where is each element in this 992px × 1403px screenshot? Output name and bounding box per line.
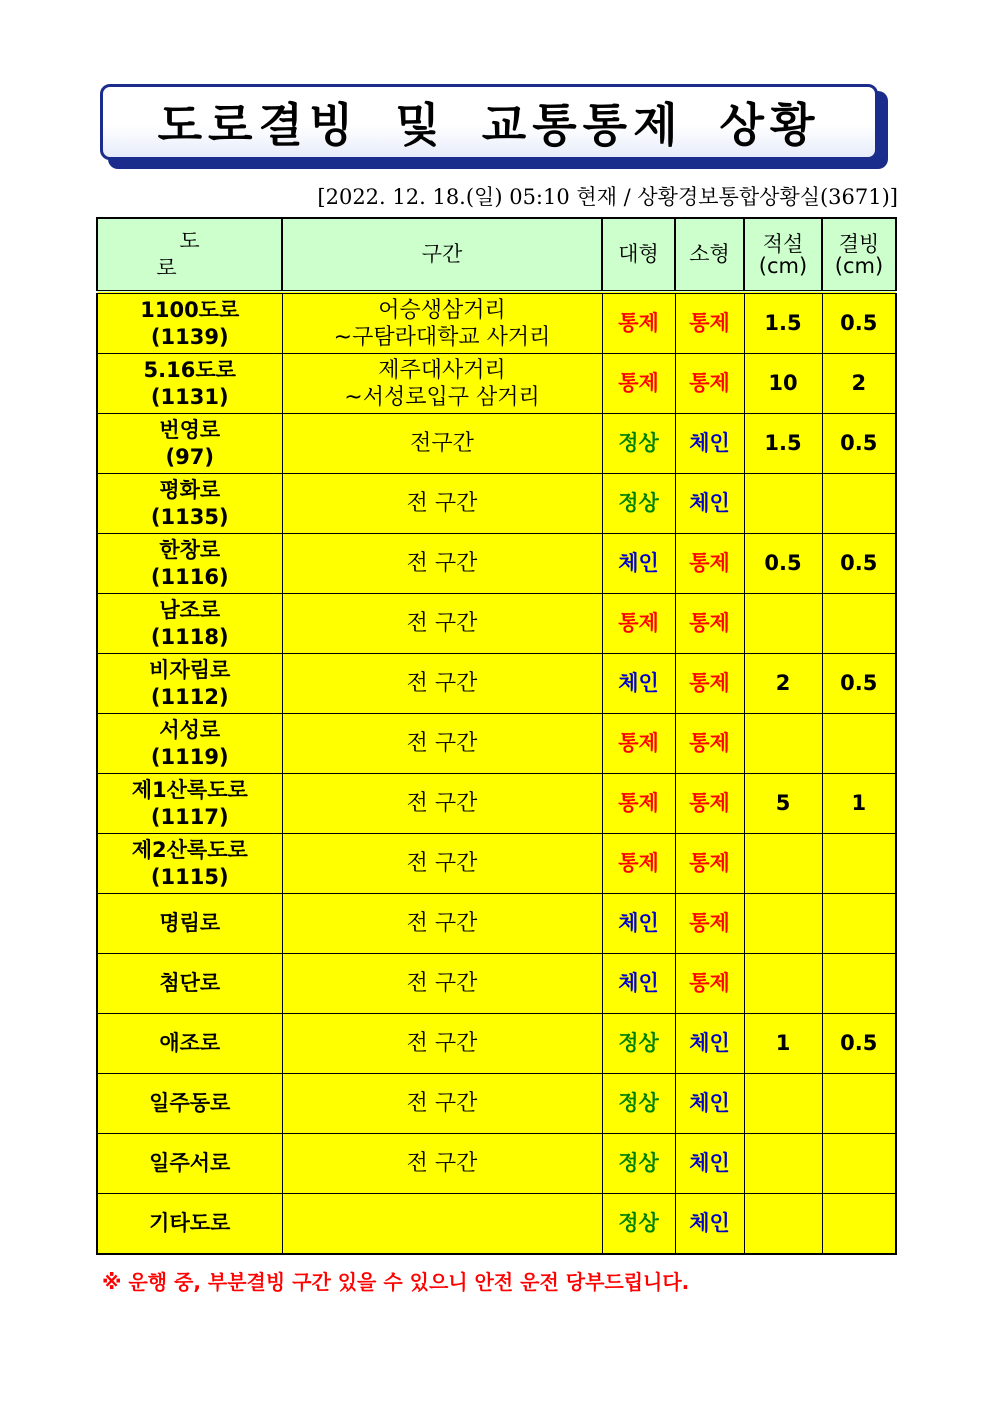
section-cell: [282, 834, 602, 894]
table-row: [97, 1134, 896, 1194]
snow-depth-value: 0.5: [744, 534, 822, 594]
road-name-cell: [97, 534, 282, 594]
snow-depth-value: 10: [744, 354, 822, 414]
section-cell: [282, 1134, 602, 1194]
table-row: [97, 414, 896, 474]
large-vehicle-status: 통제: [602, 774, 675, 834]
small-vehicle-status: 통제: [675, 834, 744, 894]
section-line: ~구탐라대학교 사거리: [333, 324, 551, 350]
road-name-cell: [97, 1014, 282, 1074]
section-line: 제주대사거리: [378, 357, 506, 383]
ice-depth-value: [822, 474, 896, 534]
small-vehicle-status: 통제: [675, 894, 744, 954]
road-number: (1117): [150, 804, 229, 829]
road-name-cell: [97, 474, 282, 534]
road-name-cell: [97, 1134, 282, 1194]
table-row: [97, 894, 896, 954]
snow-depth-value: [744, 1134, 822, 1194]
table-row: [97, 534, 896, 594]
road-name: 첨단로: [159, 971, 221, 995]
road-name: 1100도로: [140, 297, 240, 322]
road-name-cell: [97, 354, 282, 414]
large-vehicle-status: 정상: [602, 1014, 675, 1074]
road-name: 비자림로: [149, 657, 231, 682]
table-row: [97, 292, 896, 354]
snow-depth-value: [744, 954, 822, 1014]
road-name-cell: [97, 894, 282, 954]
table-row: [97, 1194, 896, 1255]
table-row: [97, 654, 896, 714]
road-name: 평화로: [159, 477, 221, 502]
snow-depth-value: [744, 594, 822, 654]
safety-notice: ※ 운행 중, 부분결빙 구간 있을 수 있으니 안전 운전 당부드립니다.: [102, 1270, 690, 1294]
road-number: (1131): [150, 384, 229, 409]
section-cell: [282, 714, 602, 774]
road-name: 서성로: [159, 717, 221, 742]
header-snow-depth: 적설 (cm): [744, 218, 822, 292]
road-name: 애조로: [159, 1031, 221, 1055]
section-line: 전 구간: [406, 551, 478, 576]
snow-depth-value: [744, 1074, 822, 1134]
section-cell: [282, 654, 602, 714]
road-name: 제2산록도로: [131, 837, 248, 862]
small-vehicle-status: 체인: [675, 474, 744, 534]
road-name: 한창로: [159, 537, 221, 562]
large-vehicle-status: 통제: [602, 354, 675, 414]
snow-depth-value: [744, 894, 822, 954]
ice-depth-value: 0.5: [822, 654, 896, 714]
section-line: 전 구간: [406, 671, 478, 696]
section-cell: [282, 954, 602, 1014]
section-line: 전 구간: [406, 1091, 478, 1116]
road-number: (1119): [150, 744, 229, 769]
section-cell: [282, 414, 602, 474]
large-vehicle-status: 정상: [602, 1194, 675, 1255]
road-name-cell: [97, 414, 282, 474]
table-body: [97, 292, 896, 1254]
snow-depth-value: [744, 1194, 822, 1255]
ice-depth-value: [822, 954, 896, 1014]
road-number: (1112): [150, 684, 229, 709]
section-line: 전 구간: [406, 611, 478, 636]
table-header-row: [97, 218, 896, 292]
road-name-cell: [97, 1194, 282, 1255]
small-vehicle-status: 통제: [675, 292, 744, 354]
road-name-cell: [97, 594, 282, 654]
ice-depth-value: [822, 714, 896, 774]
section-line: 어승생삼거리: [378, 297, 506, 323]
snow-depth-value: [744, 834, 822, 894]
small-vehicle-status: 체인: [675, 1074, 744, 1134]
road-name: 명림로: [159, 911, 221, 935]
section-line: 전 구간: [406, 971, 478, 996]
section-line: 전구간: [410, 431, 474, 456]
ice-depth-value: [822, 894, 896, 954]
small-vehicle-status: 통제: [675, 534, 744, 594]
road-name-cell: [97, 714, 282, 774]
header-ice-depth: 결빙 (cm): [822, 218, 896, 292]
table-row: [97, 1014, 896, 1074]
small-vehicle-status: 체인: [675, 1134, 744, 1194]
large-vehicle-status: 정상: [602, 1134, 675, 1194]
road-name-cell: [97, 292, 282, 354]
section-cell: [282, 1014, 602, 1074]
large-vehicle-status: 정상: [602, 414, 675, 474]
road-name: 일주서로: [149, 1151, 231, 1175]
small-vehicle-status: 통제: [675, 954, 744, 1014]
section-line: 전 구간: [406, 731, 478, 756]
road-name: 남조로: [159, 597, 221, 622]
section-cell: [282, 534, 602, 594]
section-line: 전 구간: [406, 491, 478, 516]
section-line: 전 구간: [406, 851, 478, 876]
snow-depth-value: 5: [744, 774, 822, 834]
snow-depth-value: [744, 714, 822, 774]
large-vehicle-status: 통제: [602, 292, 675, 354]
section-line: 전 구간: [406, 1031, 478, 1056]
snow-depth-value: 1: [744, 1014, 822, 1074]
large-vehicle-status: 체인: [602, 654, 675, 714]
large-vehicle-status: 통제: [602, 714, 675, 774]
road-number: (1115): [150, 864, 229, 889]
section-cell: [282, 894, 602, 954]
ice-depth-value: 0.5: [822, 292, 896, 354]
table-row: [97, 774, 896, 834]
small-vehicle-status: 통제: [675, 354, 744, 414]
road-name: 번영로: [159, 417, 221, 442]
report-timestamp: [2022. 12. 18.(일) 05:10 현재 / 상황경보통합상황실(3671)]: [317, 185, 898, 209]
small-vehicle-status: 통제: [675, 714, 744, 774]
ice-depth-value: 0.5: [822, 1014, 896, 1074]
section-cell: [282, 354, 602, 414]
ice-depth-value: 1: [822, 774, 896, 834]
title-banner: [100, 84, 886, 168]
table-row: [97, 1074, 896, 1134]
section-cell: [282, 292, 602, 354]
road-name: 일주동로: [149, 1091, 231, 1115]
title-box: [100, 84, 878, 160]
small-vehicle-status: 체인: [675, 1014, 744, 1074]
table-row: [97, 354, 896, 414]
header-road: 도 로: [97, 218, 282, 292]
large-vehicle-status: 체인: [602, 954, 675, 1014]
ice-depth-value: [822, 1134, 896, 1194]
header-section: 구간: [282, 218, 602, 292]
small-vehicle-status: 체인: [675, 414, 744, 474]
road-number: (1118): [150, 624, 229, 649]
header-small-vehicle: 소형: [675, 218, 744, 292]
road-name: 제1산록도로: [131, 777, 248, 802]
table-row: [97, 834, 896, 894]
table-row: [97, 474, 896, 534]
small-vehicle-status: 통제: [675, 654, 744, 714]
small-vehicle-status: 통제: [675, 774, 744, 834]
road-number: (1139): [150, 324, 229, 349]
snow-depth-value: 2: [744, 654, 822, 714]
section-line: 전 구간: [406, 911, 478, 936]
table-row: [97, 594, 896, 654]
road-name-cell: [97, 774, 282, 834]
large-vehicle-status: 통제: [602, 834, 675, 894]
snow-depth-value: 1.5: [744, 292, 822, 354]
road-name-cell: [97, 954, 282, 1014]
ice-depth-value: 2: [822, 354, 896, 414]
snow-depth-value: [744, 474, 822, 534]
road-name-cell: [97, 834, 282, 894]
section-line: 전 구간: [406, 1151, 478, 1176]
road-name-cell: [97, 654, 282, 714]
section-cell: [282, 594, 602, 654]
section-line: 전 구간: [406, 791, 478, 816]
large-vehicle-status: 정상: [602, 1074, 675, 1134]
section-cell: [282, 1194, 602, 1255]
large-vehicle-status: 체인: [602, 534, 675, 594]
header-large-vehicle: 대형: [602, 218, 675, 292]
section-cell: [282, 474, 602, 534]
road-status-table: [96, 217, 897, 1255]
section-cell: [282, 774, 602, 834]
road-name: 기타도로: [149, 1211, 231, 1235]
road-number: (1135): [150, 504, 229, 529]
section-line: ~서성로입구 삼거리: [344, 384, 540, 410]
ice-depth-value: [822, 594, 896, 654]
ice-depth-value: [822, 1074, 896, 1134]
ice-depth-value: 0.5: [822, 414, 896, 474]
page-title: 도로결빙 및 교통통제 상황: [157, 98, 821, 152]
large-vehicle-status: 정상: [602, 474, 675, 534]
ice-depth-value: [822, 1194, 896, 1255]
ice-depth-value: 0.5: [822, 534, 896, 594]
road-number: (97): [165, 444, 214, 469]
table-row: [97, 954, 896, 1014]
road-name: 5.16도로: [143, 357, 236, 382]
table-row: [97, 714, 896, 774]
snow-depth-value: 1.5: [744, 414, 822, 474]
small-vehicle-status: 체인: [675, 1194, 744, 1255]
road-name-cell: [97, 1074, 282, 1134]
large-vehicle-status: 통제: [602, 594, 675, 654]
road-number: (1116): [150, 564, 229, 589]
ice-depth-value: [822, 834, 896, 894]
small-vehicle-status: 통제: [675, 594, 744, 654]
section-cell: [282, 1074, 602, 1134]
large-vehicle-status: 체인: [602, 894, 675, 954]
